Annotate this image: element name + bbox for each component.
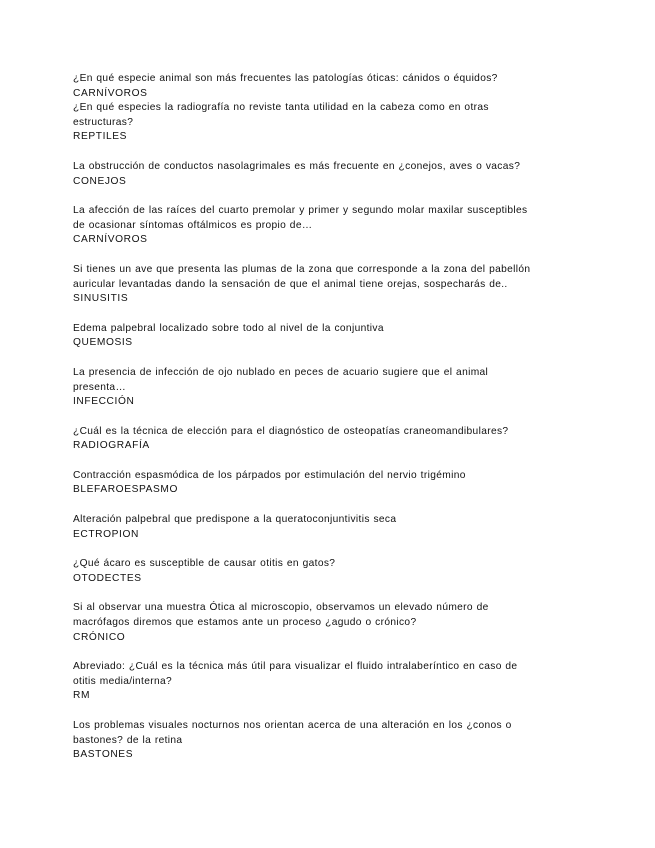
qa-item-1 <box>73 72 543 101</box>
qa-item-3 <box>73 160 543 189</box>
answer-text: RM <box>73 690 91 702</box>
answer-text: CRÓNICO <box>73 631 126 643</box>
question-text: Si tienes un ave que presenta las plumas de la zona que corresponde a la zona del pabellón auricular levantadas dando la sensación de que el animal tiene orejas, sospecharás de.. <box>73 263 531 290</box>
document-page <box>73 72 543 778</box>
qa-item-13 <box>73 660 543 704</box>
qa-item-9 <box>73 469 543 498</box>
answer-text: ECTROPION <box>73 528 139 540</box>
question-text: Edema palpebral localizado sobre todo al nivel de la conjuntiva <box>73 322 384 334</box>
answer-text: RADIOGRAFÍA <box>73 440 150 452</box>
question-text: ¿Qué ácaro es susceptible de causar otitis en gatos? <box>73 558 336 570</box>
answer-text: CARNÍVOROS <box>73 87 148 99</box>
question-text: Los problemas visuales nocturnos nos orientan acerca de una alteración en los ¿conos o bastones? de la retina <box>73 720 512 746</box>
question-text: La presencia de infección de ojo nublado en peces de acuario sugiere que el animal presenta… <box>73 366 489 393</box>
answer-text: CONEJOS <box>73 175 127 187</box>
question-text: Contracción espasmódica de los párpados por estimulación del nervio trigémino <box>73 469 466 481</box>
qa-item-12 <box>73 601 543 645</box>
question-text: Alteración palpebral que predispone a la queratoconjuntivitis seca <box>73 514 397 526</box>
answer-text: BASTONES <box>73 749 134 761</box>
question-text: ¿En qué especie animal son más frecuentes las patologías óticas: cánidos o équidos? <box>73 73 498 84</box>
question-text: Si al observar una muestra Ótica al microscopio, observamos un elevado número de macrófagos diremos que estamos ante un proceso ¿agudo o crónico? <box>73 602 489 629</box>
answer-text: OTODECTES <box>73 572 142 584</box>
question-text: Abreviado: ¿Cuál es la técnica más útil para visualizar el fluido intralaberíntico en caso de otitis media/interna? <box>73 661 518 687</box>
qa-item-8 <box>73 425 543 454</box>
qa-item-6 <box>73 322 543 351</box>
qa-item-11 <box>73 557 543 586</box>
answer-text: CARNÍVOROS <box>73 234 148 246</box>
qa-item-5 <box>73 263 543 307</box>
question-text: ¿Cuál es la técnica de elección para el diagnóstico de osteopatías craneomandibulares? <box>73 425 509 437</box>
qa-item-7 <box>73 366 543 410</box>
qa-item-4 <box>73 204 543 248</box>
answer-text: REPTILES <box>73 131 128 143</box>
answer-text: INFECCIÓN <box>73 396 135 408</box>
question-text: ¿En qué especies la radiografía no reviste tanta utilidad en la cabeza como en otras estructuras? <box>73 102 489 128</box>
question-text: La obstrucción de conductos nasolagrimales es más frecuente en ¿conejos, aves o vacas? <box>73 160 521 172</box>
qa-item-14 <box>73 719 543 763</box>
qa-item-10 <box>73 513 543 542</box>
question-text: La afección de las raíces del cuarto premolar y primer y segundo molar maxilar susceptibles de ocasionar síntomas oftálmicos es propio de… <box>73 205 528 231</box>
qa-item-2 <box>73 101 543 145</box>
answer-text: QUEMOSIS <box>73 337 133 349</box>
answer-text: BLEFAROESPASMO <box>73 484 179 496</box>
answer-text: SINUSITIS <box>73 293 129 305</box>
